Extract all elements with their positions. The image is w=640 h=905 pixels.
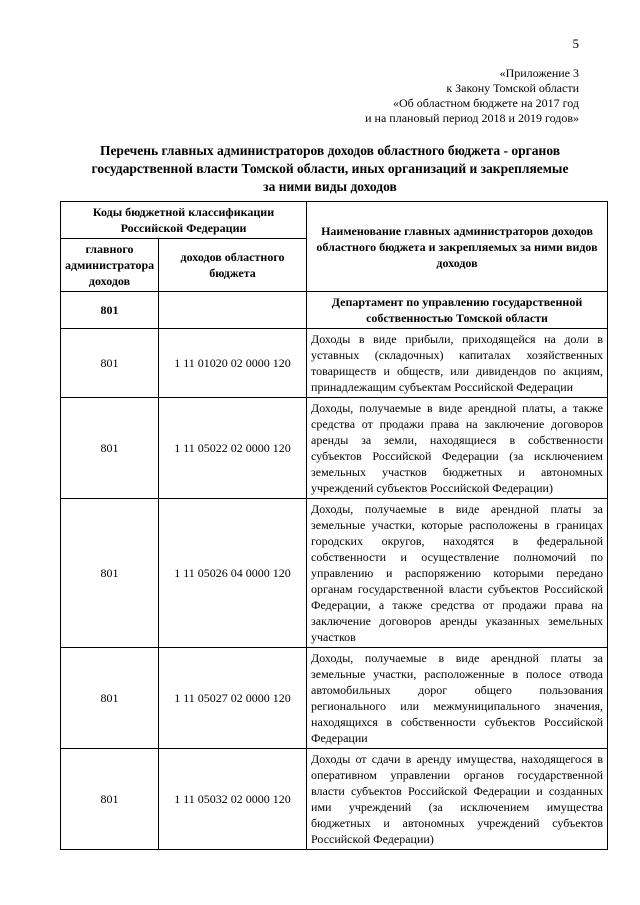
revenue-code-cell: 1 11 05032 02 0000 120: [159, 749, 307, 850]
department-name: Департамент по управлению государственной собственностью Томской области: [307, 292, 608, 329]
revenue-name-cell: Доходы в виде прибыли, приходящейся на доли в уставных (складочных) капиталах хозяйственных товариществ и обществ, или дивидендов по акциям, принадлежащим субъектам Российской Федерации: [307, 329, 608, 398]
revenue-administrators-table: [60, 201, 608, 850]
department-row: [61, 292, 608, 329]
admin-code-cell: 801: [61, 398, 159, 499]
title-line: Перечень главных администраторов доходов областного бюджета - органов: [99, 143, 561, 158]
table-row: [61, 749, 608, 850]
admin-code-cell: 801: [61, 648, 159, 749]
appendix-line: «Об областном бюджете на 2017 год: [393, 96, 579, 110]
appendix-line: и на плановый период 2018 и 2019 годов»: [365, 111, 579, 125]
appendix-line: к Закону Томской области: [446, 81, 579, 95]
header-budget-classification-codes: Коды бюджетной классификации Российской Федерации: [61, 202, 307, 239]
header-administrator-name: Наименование главных администраторов доходов областного бюджета и закрепляемых за ними видов доходов: [307, 202, 608, 292]
revenue-code-cell: 1 11 05026 04 0000 120: [159, 499, 307, 648]
table-header-row: [61, 202, 608, 239]
document-title: [60, 142, 600, 196]
revenue-name-cell: Доходы, получаемые в виде арендной платы за земельные участки, которые расположены в границах городских округов, находятся в федеральной собственности и осуществление полномочий по управлению и распоряжению которыми передано органам государственной власти субъектов Российской Федерации, а также средства от продажи права на заключение договоров аренды указанных земельных участков: [307, 499, 608, 648]
revenue-name-cell: Доходы, получаемые в виде арендной платы, а также средства от продажи права на заключение договоров аренды за земли, находящиеся в собственности субъектов Российской Федерации (за исключением земельных участков бюджетных и автономных учреждений субъектов Российской Федерации): [307, 398, 608, 499]
department-admin-code: 801: [61, 292, 159, 329]
revenue-code-cell: 1 11 05022 02 0000 120: [159, 398, 307, 499]
title-line: государственной власти Томской области, иных организаций и закрепляемые: [91, 161, 569, 176]
table-row: [61, 648, 608, 749]
table-row: [61, 499, 608, 648]
appendix-reference: [365, 66, 579, 126]
admin-code-cell: 801: [61, 329, 159, 398]
table-row: [61, 398, 608, 499]
admin-code-cell: 801: [61, 749, 159, 850]
revenue-code-cell: 1 11 05027 02 0000 120: [159, 648, 307, 749]
page-number: 5: [572, 36, 579, 51]
admin-code-cell: 801: [61, 499, 159, 648]
header-main-administrator: главного администратора доходов: [61, 239, 159, 292]
header-regional-budget-revenues: доходов областного бюджета: [159, 239, 307, 292]
revenue-name-cell: Доходы от сдачи в аренду имущества, находящегося в оперативном управлении органов государственной власти субъектов Российской Федерации и созданных ими учреждений (за исключением имущества бюджетных и автономных учреждений субъектов Российской Федерации): [307, 749, 608, 850]
table-row: [61, 329, 608, 398]
revenue-name-cell: Доходы, получаемые в виде арендной платы за земельные участки, расположенные в полосе отвода автомобильных дорог общего пользования регионального или межмуниципального значения, находящихся в собственности субъектов Российской Федерации: [307, 648, 608, 749]
revenue-code-cell: 1 11 01020 02 0000 120: [159, 329, 307, 398]
department-empty-cell: [159, 292, 307, 329]
appendix-line: «Приложение 3: [499, 66, 579, 80]
title-line: за ними виды доходов: [263, 179, 397, 194]
